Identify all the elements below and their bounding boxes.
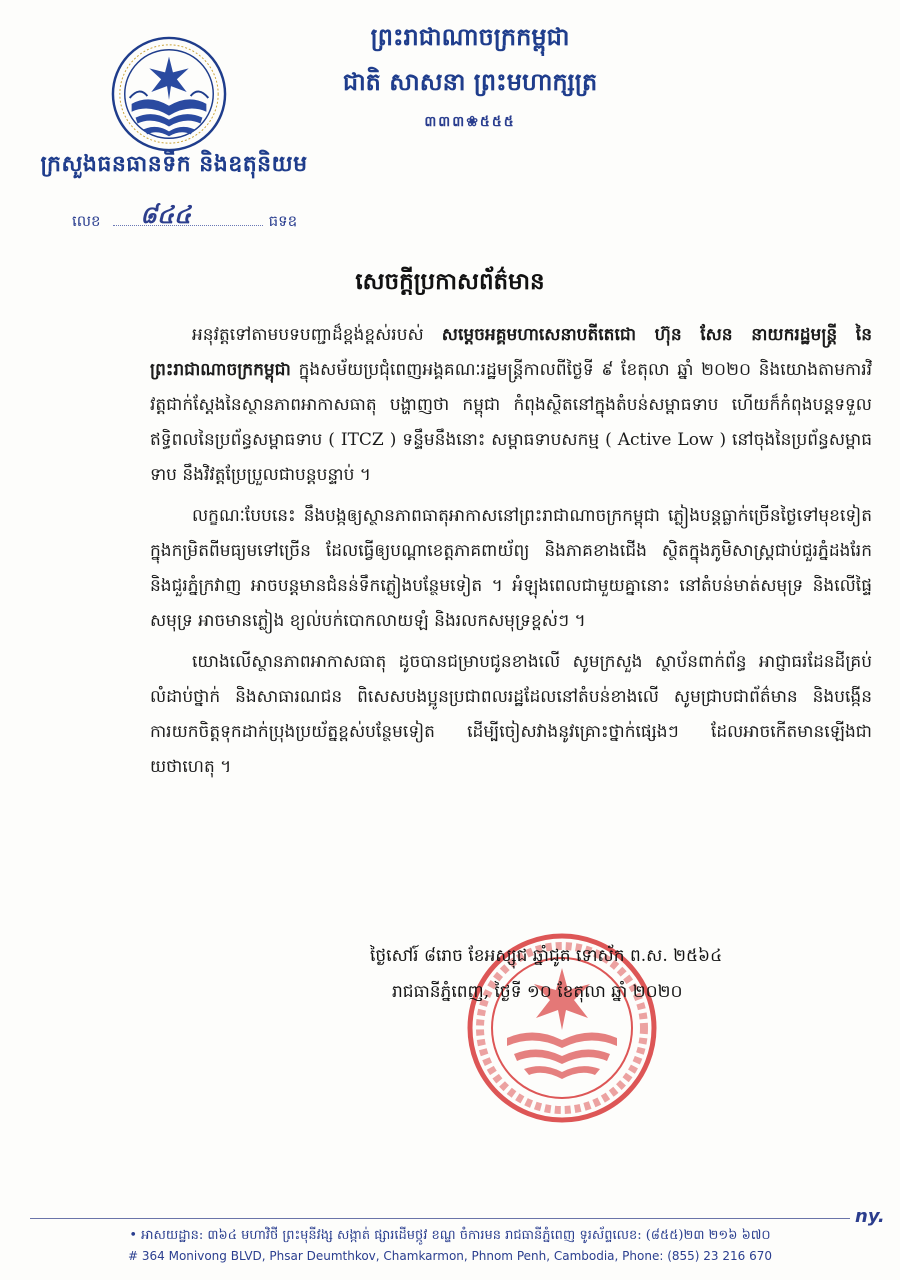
date-block (370, 938, 830, 1010)
paragraph-1-pre: អនុវត្តទៅតាមបទបញ្ជាដ៏ខ្ពង់ខ្ពស់របស់ (192, 325, 442, 345)
ornament-divider: ៣៣៣❀៥៥៥ (424, 114, 516, 130)
reference-number (72, 200, 298, 234)
paragraph-2-text: លក្ខណៈបែបនេះ នឹងបង្កឲ្យស្ថានភាពធាតុអាកាសនៅព្រះរាជាណាចក្រកម្ពុជា ភ្លៀងបន្តធ្លាក់ច្រើនថ្ងៃទៅមុខទៀតក្នុងកម្រិតពីមធ្យមទៅច្រើន ដែលធ្វើឲ្យបណ្ដាខេត្តភាគពាយ័ព្យ និងភាគខាងជើង ស្ថិតក្នុងភូមិសាស្ត្រជាប់ជួរភ្នំដងរែក និងជួរភ្នំក្រវាញ អាចបន្តមានជំនន់ទឹកភ្លៀងបន្ថែមទៀត ។ អំឡុងពេលជាមួយគ្នានោះ នៅតំបន់មាត់សមុទ្រ និងលើផ្ទៃសមុទ្រ អាចមានភ្លៀង ខ្យល់បក់បោកលាយឡំ និងរលកសមុទ្រខ្ពស់ៗ ។ (150, 506, 872, 631)
solar-date: រាជធានីភ្នំពេញ, ថ្ងៃទី ១០ ខែតុលា ឆ្នាំ ២០២០ (392, 982, 683, 1002)
kingdom-header (290, 22, 650, 133)
kingdom-name: ព្រះរាជាណាចក្រកម្ពុជា (370, 22, 570, 51)
paragraph-2 (150, 499, 872, 639)
footer-address-english: # 364 Monivong BLVD, Phsar Deumthkov, Chamkarmon, Phnom Penh, Cambodia, Phone: (855) 23 216 670 (128, 1249, 772, 1263)
footer-divider (30, 1218, 850, 1219)
document-title: សេចក្ដីប្រកាសព័ត៌មាន (355, 268, 545, 295)
paragraph-3 (150, 645, 872, 785)
footer (0, 1226, 900, 1266)
ministry-name: ក្រសួងធនធានទឹក និងឧតុនិយម (40, 151, 308, 177)
ministry-emblem-icon (110, 35, 228, 153)
document-body (150, 318, 872, 791)
lunar-date: ថ្ងៃសៅរ៍ ៨រោច ខែអស្សុជ ឆ្នាំជូត ទោស័ក ព.ស. ២៥៦៤ (370, 946, 723, 966)
paragraph-1-bold: សម្ដេចអគ្គមហាសេនាបតីតេជោ ហ៊ុន សែន នាយករដ្ឋមន្ត្រី នៃព្រះរាជាណាចក្រកម្ពុជា (150, 325, 872, 380)
paragraph-1 (150, 318, 872, 493)
ref-code: ធទឧ (268, 212, 298, 230)
footer-address-khmer: • អាសយដ្ឋាន: ៣៦៤ មហាវិថី ព្រះមុនីវង្ស សង្កាត់ ផ្សារដើមថ្កូវ ខណ្ឌ ចំការមន រាជធានីភ្នំពេញ ទូរស័ព្ទលេខ: (៨៥៥)២៣ ២១៦ ៦៧០ (129, 1228, 771, 1243)
ref-number: ៨៤៤ (140, 200, 191, 229)
ref-label: លេខ (72, 212, 101, 230)
paragraph-3-text: យោងលើស្ថានភាពអាកាសធាតុ ដូចបានជម្រាបជូនខាងលើ សូមក្រសួង ស្ថាប័នពាក់ព័ន្ធ អាជ្ញាធរដែនដីគ្រប់លំដាប់ថ្នាក់ និងសាធារណជន ពិសេសបងប្អូនប្រជាពលរដ្ឋដែលនៅតំបន់ខាងលើ សូមជ្រាបជាព័ត៌មាន និងបង្កើនការយកចិត្តទុកដាក់ប្រុងប្រយ័ត្នខ្ពស់បន្ថែមទៀត ដើម្បីចៀសវាងនូវគ្រោះថ្នាក់ផ្សេងៗ ដែលអាចកើតមានឡើងជាយថាហេតុ ។ (150, 652, 872, 777)
national-motto: ជាតិ សាសនា ព្រះមហាក្សត្រ (342, 67, 598, 96)
initial-mark: ny. (855, 1206, 885, 1227)
paragraph-1-post: ក្នុងសម័យប្រជុំពេញអង្គគណៈរដ្ឋមន្ត្រីកាលពីថ្ងៃទី ៩ ខែតុលា ឆ្នាំ ២០២០ និងយោងតាមការវិវត្តជាក់ស្ដែងនៃស្ថានភាពអាកាសធាតុ បង្ហាញថា កម្ពុជា កំពុងស្ថិតនៅក្នុងតំបន់សម្ពាធទាប ហើយក៏កំពុងបន្តទទួលឥទ្ធិពលនៃប្រព័ន្ធសម្ពាធទាប ( ITCZ ) ទន្ទឹមនឹងនោះ សម្ពាធទាបសកម្ម ( Active Low ) នៅចុងនៃប្រព័ន្ធសម្ពាធទាប នឹងវិវត្តប្រែប្រួលជាបន្តបន្ទាប់ ។ (150, 360, 872, 485)
